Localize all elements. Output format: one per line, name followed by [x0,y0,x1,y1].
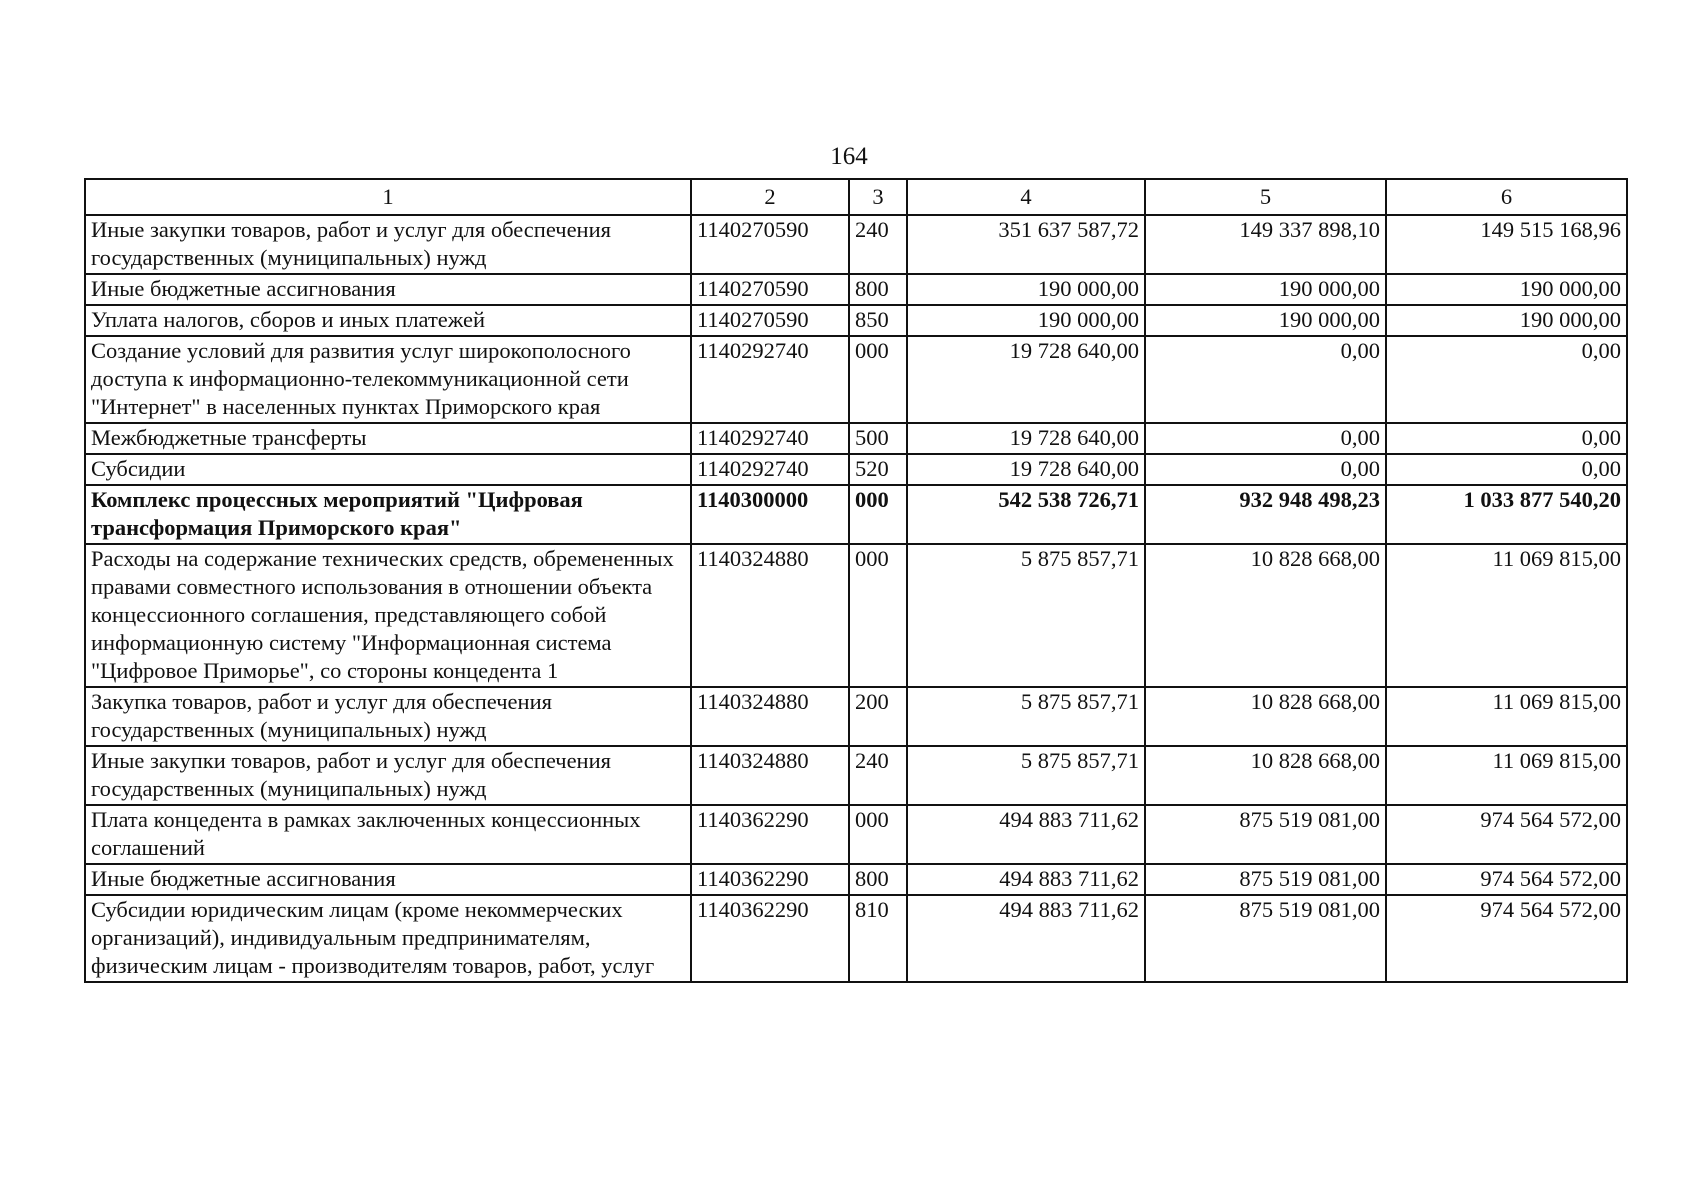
row-amount-col-5: 190 000,00 [1145,274,1386,305]
row-amount-col-4: 190 000,00 [907,274,1145,305]
row-amount-col-6: 11 069 815,00 [1386,544,1627,687]
row-amount-col-5: 875 519 081,00 [1145,805,1386,864]
table-row [85,805,1627,864]
row-expense-type: 850 [849,305,907,336]
row-amount-col-6: 0,00 [1386,423,1627,454]
row-amount-col-5: 10 828 668,00 [1145,687,1386,746]
row-expense-type: 810 [849,895,907,982]
row-name: Расходы на содержание технических средств, обремененных правами совместного использования в отношении объекта концессионного соглашения, представляющего собой информационную систему "Информационная система "Цифровое Приморье", со стороны концедента 1 [85,544,691,687]
row-target-code: 1140292740 [691,454,849,485]
row-target-code: 1140362290 [691,805,849,864]
header-col-5: 5 [1145,179,1386,215]
row-amount-col-6: 1 033 877 540,20 [1386,485,1627,544]
row-expense-type: 200 [849,687,907,746]
budget-table [84,178,1628,983]
row-name: Иные бюджетные ассигнования [85,864,691,895]
row-amount-col-6: 974 564 572,00 [1386,805,1627,864]
row-expense-type: 000 [849,805,907,864]
row-target-code: 1140292740 [691,423,849,454]
row-name: Субсидии юридическим лицам (кроме некоммерческих организаций), индивидуальным предпринимателям, физическим лицам - производителям товаров, работ, услуг [85,895,691,982]
row-target-code: 1140324880 [691,544,849,687]
table-row [85,687,1627,746]
table-row [85,274,1627,305]
row-expense-type: 240 [849,746,907,805]
row-amount-col-6: 190 000,00 [1386,305,1627,336]
row-name: Уплата налогов, сборов и иных платежей [85,305,691,336]
row-amount-col-4: 5 875 857,71 [907,544,1145,687]
row-amount-col-4: 19 728 640,00 [907,454,1145,485]
row-amount-col-4: 19 728 640,00 [907,423,1145,454]
row-amount-col-4: 5 875 857,71 [907,746,1145,805]
row-expense-type: 240 [849,215,907,274]
row-amount-col-5: 0,00 [1145,423,1386,454]
table-body [85,215,1627,982]
row-amount-col-5: 190 000,00 [1145,305,1386,336]
row-amount-col-6: 11 069 815,00 [1386,687,1627,746]
row-expense-type: 800 [849,864,907,895]
table-header-row [85,179,1627,215]
row-amount-col-6: 190 000,00 [1386,274,1627,305]
row-amount-col-4: 351 637 587,72 [907,215,1145,274]
table-row [85,336,1627,423]
row-amount-col-5: 932 948 498,23 [1145,485,1386,544]
row-amount-col-4: 494 883 711,62 [907,895,1145,982]
row-amount-col-4: 190 000,00 [907,305,1145,336]
table-row [85,746,1627,805]
row-amount-col-4: 494 883 711,62 [907,805,1145,864]
row-amount-col-4: 5 875 857,71 [907,687,1145,746]
row-target-code: 1140292740 [691,336,849,423]
row-name: Иные бюджетные ассигнования [85,274,691,305]
row-amount-col-5: 875 519 081,00 [1145,864,1386,895]
row-amount-col-6: 974 564 572,00 [1386,895,1627,982]
row-name: Комплекс процессных мероприятий "Цифровая трансформация Приморского края" [85,485,691,544]
row-amount-col-4: 494 883 711,62 [907,864,1145,895]
table-row [85,544,1627,687]
row-amount-col-5: 0,00 [1145,454,1386,485]
header-col-4: 4 [907,179,1145,215]
row-name: Межбюджетные трансферты [85,423,691,454]
row-amount-col-5: 10 828 668,00 [1145,544,1386,687]
table-row [85,485,1627,544]
row-name: Создание условий для развития услуг широкополосного доступа к информационно-телекоммуникационной сети "Интернет" в населенных пунктах Приморского края [85,336,691,423]
row-target-code: 1140324880 [691,687,849,746]
row-target-code: 1140362290 [691,864,849,895]
row-amount-col-6: 0,00 [1386,454,1627,485]
table-row [85,454,1627,485]
row-name: Иные закупки товаров, работ и услуг для обеспечения государственных (муниципальных) нужд [85,215,691,274]
row-amount-col-4: 19 728 640,00 [907,336,1145,423]
row-target-code: 1140324880 [691,746,849,805]
row-expense-type: 000 [849,544,907,687]
row-expense-type: 500 [849,423,907,454]
row-expense-type: 000 [849,485,907,544]
row-amount-col-6: 149 515 168,96 [1386,215,1627,274]
row-target-code: 1140270590 [691,274,849,305]
table-row [85,895,1627,982]
page-number: 164 [830,143,868,170]
row-amount-col-4: 542 538 726,71 [907,485,1145,544]
header-col-2: 2 [691,179,849,215]
row-amount-col-5: 0,00 [1145,336,1386,423]
table-row [85,215,1627,274]
row-expense-type: 000 [849,336,907,423]
row-amount-col-5: 10 828 668,00 [1145,746,1386,805]
row-target-code: 1140362290 [691,895,849,982]
row-expense-type: 520 [849,454,907,485]
row-amount-col-5: 149 337 898,10 [1145,215,1386,274]
header-col-6: 6 [1386,179,1627,215]
row-amount-col-6: 11 069 815,00 [1386,746,1627,805]
table-row [85,305,1627,336]
row-amount-col-5: 875 519 081,00 [1145,895,1386,982]
row-target-code: 1140270590 [691,305,849,336]
row-name: Иные закупки товаров, работ и услуг для обеспечения государственных (муниципальных) нужд [85,746,691,805]
header-col-1: 1 [85,179,691,215]
table-row [85,864,1627,895]
row-target-code: 1140300000 [691,485,849,544]
row-name: Закупка товаров, работ и услуг для обеспечения государственных (муниципальных) нужд [85,687,691,746]
table-row [85,423,1627,454]
header-col-3: 3 [849,179,907,215]
row-amount-col-6: 0,00 [1386,336,1627,423]
row-name: Плата концедента в рамках заключенных концессионных соглашений [85,805,691,864]
row-expense-type: 800 [849,274,907,305]
row-amount-col-6: 974 564 572,00 [1386,864,1627,895]
row-name: Субсидии [85,454,691,485]
row-target-code: 1140270590 [691,215,849,274]
